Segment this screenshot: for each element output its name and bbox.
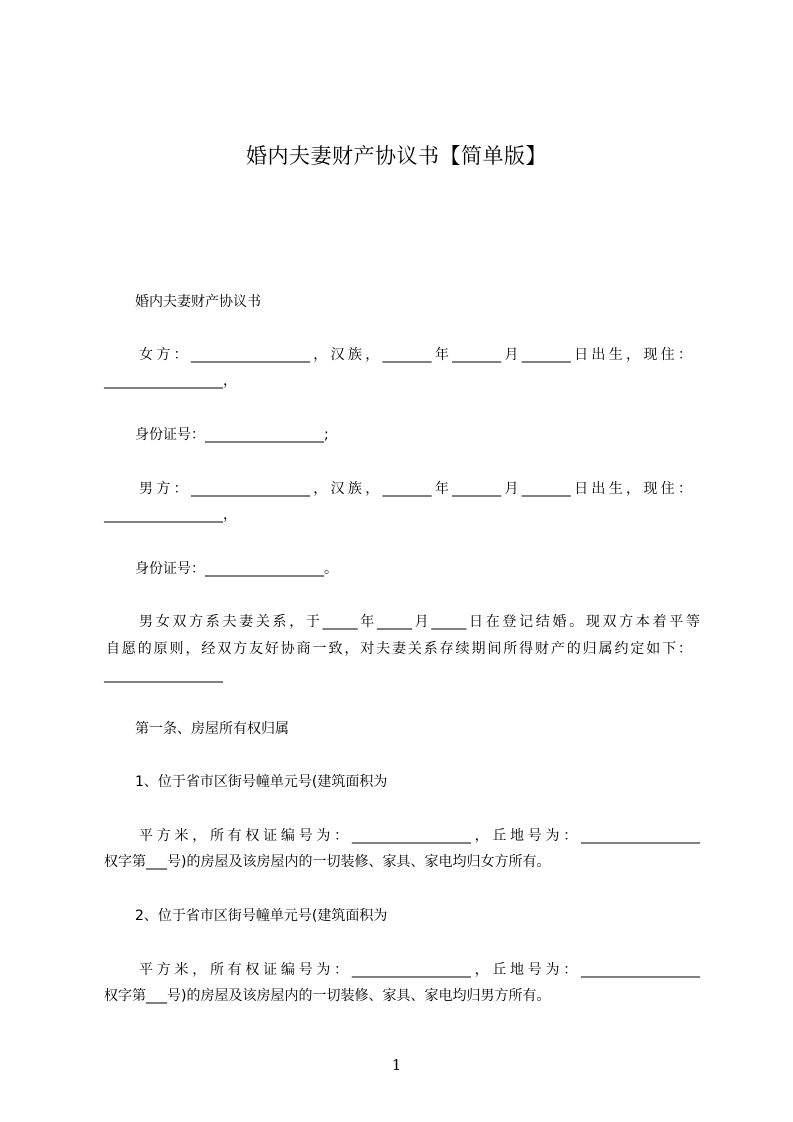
female-id-line: 身份证号：_________________; xyxy=(135,427,329,443)
item-1-line-3: 权字第___号)的房屋及该房屋内的一切装修、家具、家电均归女方所有。 xyxy=(104,854,551,870)
marriage-line-3: _________________ xyxy=(104,667,223,683)
female-info-line-1: 女方：_________________，汉族，_______年_______月_______日出生，现住： xyxy=(139,347,692,363)
page-number: 1 xyxy=(391,1056,402,1074)
marriage-line-2: 自愿的原则，经双方友好协商一致，对夫妻关系存续期间所得财产的归属约定如下： xyxy=(106,641,692,657)
male-info-line-2: _________________， xyxy=(104,507,237,523)
male-id-line: 身份证号：_________________。 xyxy=(135,561,338,577)
male-info-line-1: 男方：_________________，汉族，_______年_______月_______日出生，现住： xyxy=(139,481,692,497)
item-2-line-3: 权字第___号)的房屋及该房屋内的一切装修、家具、家电均归男方所有。 xyxy=(104,988,551,1004)
agreement-heading: 婚内夫妻财产协议书 xyxy=(135,294,261,310)
item-2-line-2: 平方米，所有权证编号为：_________________，丘地号为：_________________ xyxy=(139,962,700,978)
marriage-line-1: 男女双方系夫妻关系，于_____年_____月_____日在登记结婚。现双方本着平等 xyxy=(139,614,700,630)
item-1-line-1: 1、位于省市区街号幢单元号(建筑面积为 xyxy=(135,774,388,790)
article-1-heading: 第一条、房屋所有权归属 xyxy=(135,721,289,737)
female-info-line-2: _________________， xyxy=(104,373,237,389)
item-2-line-1: 2、位于省市区街号幢单元号(建筑面积为 xyxy=(135,908,388,924)
item-1-line-2: 平方米，所有权证编号为：_________________，丘地号为：_________________ xyxy=(139,828,700,844)
document-title: 婚内夫妻财产协议书【简单版】 xyxy=(246,144,547,168)
